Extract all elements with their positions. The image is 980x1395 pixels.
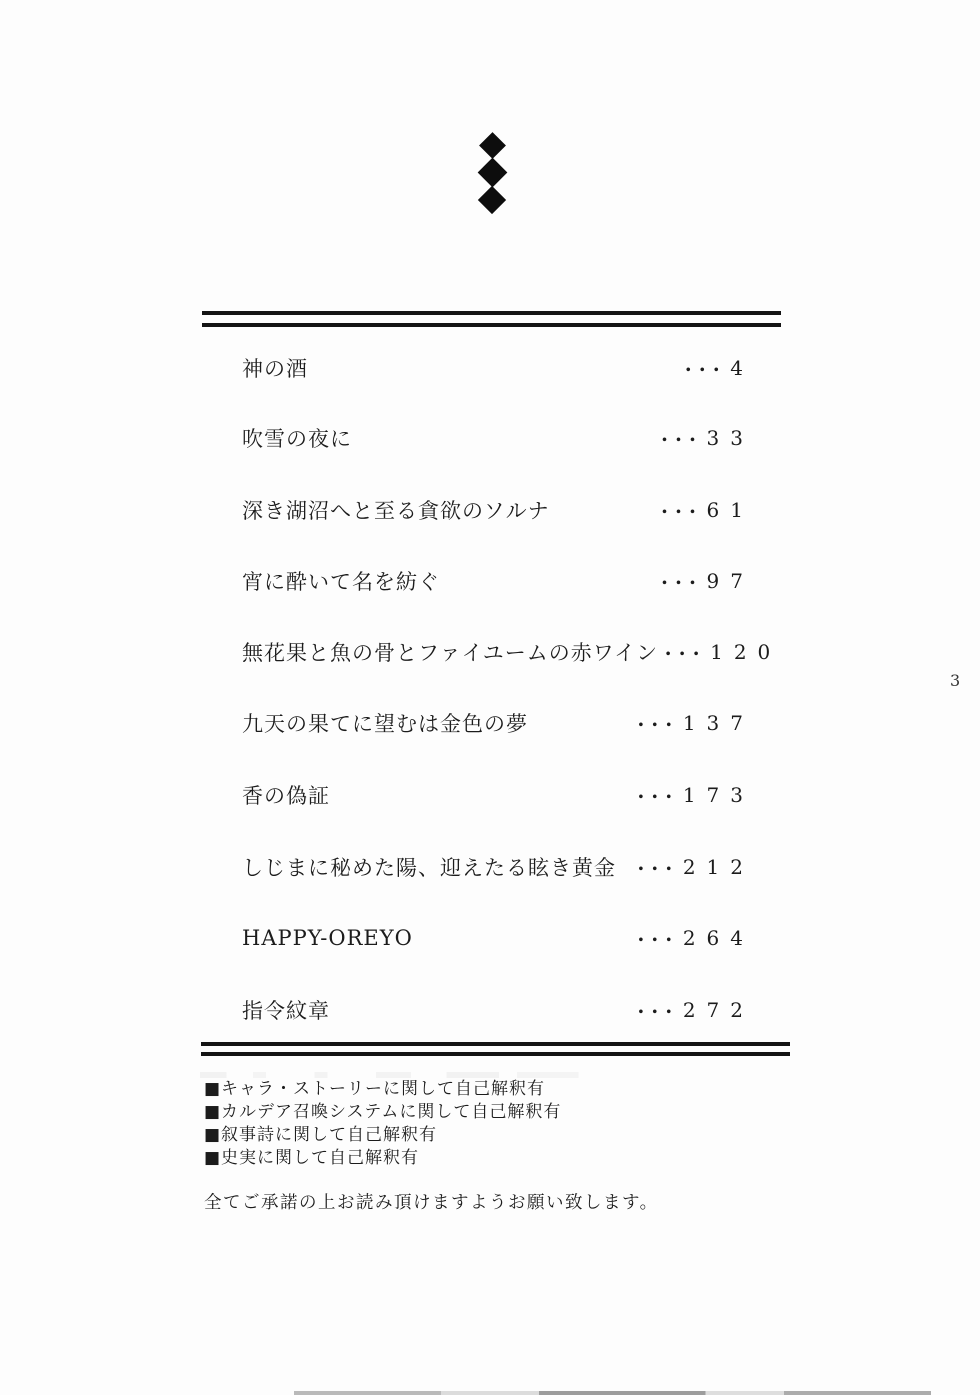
leader-dots: ・・・: [630, 999, 673, 1024]
sheet-page-number: 3: [950, 671, 961, 690]
diamond-icon: [477, 158, 507, 188]
disclaimer-line: ■叙事詩に関して自己解釈有: [204, 1125, 438, 1145]
toc-title: 神の酒: [242, 357, 308, 381]
leader-dots: ・・・: [630, 784, 673, 809]
leader-dots: ・・・: [654, 570, 697, 595]
leader-dots: ・・・: [678, 357, 721, 382]
toc-row: [242, 780, 754, 810]
toc-row: [242, 708, 754, 738]
toc-row: [242, 495, 754, 525]
toc-pageref: [654, 496, 754, 525]
leader-dots: ・・・: [630, 712, 673, 737]
toc-row: [242, 423, 754, 453]
three-diamonds-icon: [467, 133, 517, 213]
toc-title: 無花果と魚の骨とファイユームの赤ワイン: [242, 641, 659, 665]
toc-page-number: 272: [682, 998, 754, 1022]
diamond-icon: [479, 132, 506, 159]
leader-dots: ・・・: [654, 499, 697, 524]
disclaimer-line: ■カルデア召喚システムに関して自己解釈有: [204, 1102, 562, 1122]
leader-dots: ・・・: [630, 856, 673, 881]
disclaimer-block: [204, 1078, 561, 1170]
diamond-icon: [478, 186, 506, 214]
toc-title: 吹雪の夜に: [242, 427, 352, 451]
leader-dots: ・・・: [630, 927, 673, 952]
toc-page-number: 120: [710, 640, 782, 664]
toc-page-number: 173: [682, 783, 754, 807]
scan-edge-artifact: [0, 1391, 980, 1395]
toc-title: 香の偽証: [242, 784, 330, 808]
toc-pageref: [630, 853, 754, 882]
leader-dots: ・・・: [658, 641, 701, 666]
toc-page-number: 212: [682, 855, 754, 879]
top-double-rule: [202, 311, 781, 327]
toc-row: [242, 995, 754, 1025]
toc-pageref: [654, 424, 754, 453]
toc-title: HAPPY-OREYO: [242, 926, 413, 950]
toc-title: 深き湖沼へと至る貪欲のソルナ: [242, 499, 550, 523]
leader-dots: ・・・: [654, 427, 697, 452]
toc-pageref: [630, 709, 754, 738]
toc-row: [242, 566, 754, 596]
toc-pageref: [630, 781, 754, 810]
toc-page-number: 137: [682, 711, 754, 735]
toc-pageref: [658, 638, 782, 667]
toc-page-number: 4: [730, 356, 754, 380]
toc-pageref: [630, 924, 754, 953]
toc-row: [242, 637, 782, 667]
toc-row: [242, 923, 754, 953]
toc-page-number: 264: [682, 926, 754, 950]
disclaimer-line: ■史実に関して自己解釈有: [204, 1148, 420, 1168]
toc-title: 宵に酔いて名を紡ぐ: [242, 570, 440, 594]
toc-page-number: 61: [706, 498, 754, 522]
toc-page-number: 97: [706, 569, 754, 593]
toc-title: 九天の果てに望むは金色の夢: [242, 712, 528, 736]
toc-title: しじまに秘めた陽、迎えたる眩き黄金: [242, 856, 616, 880]
toc-pageref: [630, 996, 754, 1025]
toc-pageref: [654, 567, 754, 596]
notice-text: 全てご承諾の上お読み頂けますようお願い致します。: [204, 1193, 659, 1213]
toc-pageref: [678, 354, 754, 383]
toc-row: [242, 852, 754, 882]
toc-page-number: 33: [706, 426, 754, 450]
toc-row: [242, 353, 754, 383]
toc-title: 指令紋章: [242, 999, 330, 1023]
bottom-double-rule: [201, 1042, 790, 1056]
disclaimer-line: ■キャラ・ストーリーに関して自己解釈有: [204, 1079, 546, 1099]
